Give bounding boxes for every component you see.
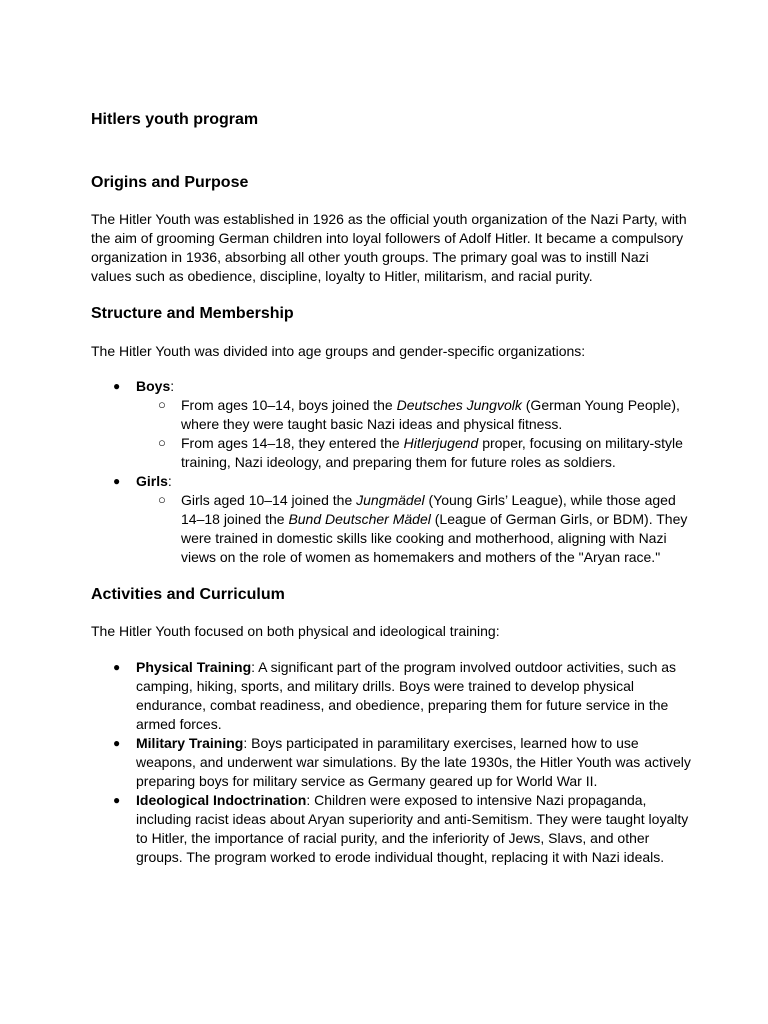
boys-item2-pre: From ages 14–18, they entered the <box>181 435 404 451</box>
military-training-label: Military Training <box>136 735 244 751</box>
boys-colon: : <box>170 378 175 394</box>
physical-training-label: Physical Training <box>136 659 252 675</box>
boys-item1-post: (German Young People), where they were taught basic Nazi ideas and physical fitness. <box>181 397 680 432</box>
deutsches-jungvolk-term: Deutsches Jungvolk <box>396 397 522 413</box>
jungmadel-term: Jungmädel <box>356 492 425 508</box>
bullet-icon: ● <box>113 660 121 674</box>
list-item-girls <box>91 472 691 491</box>
bullet-icon: ● <box>113 474 121 488</box>
boys-label: Boys <box>136 378 171 394</box>
girls-colon: : <box>167 473 172 489</box>
activities-list <box>91 658 691 867</box>
paragraph-activities-intro: The Hitler Youth focused on both physical and ideological training: <box>91 623 500 639</box>
military-training-text: : Boys participated in paramilitary exercises, learned how to use weapons, and underwent war simulations. By the late 1930s, the Hitler Youth was actively preparing boys for military service as Germany geared up for World War II. <box>136 735 691 789</box>
document-body <box>91 108 691 867</box>
bdm-term: Bund Deutscher Mädel <box>288 511 431 527</box>
list-subitem-boys-1 <box>91 396 691 434</box>
heading-origins: Origins and Purpose <box>91 174 249 191</box>
heading-structure: Structure and Membership <box>91 305 294 322</box>
girls-label: Girls <box>136 473 168 489</box>
heading-activities: Activities and Curriculum <box>91 586 285 603</box>
circle-bullet-icon: ○ <box>158 435 166 450</box>
paragraph-structure-intro: The Hitler Youth was divided into age groups and gender-specific organizations: <box>91 343 586 359</box>
membership-list <box>91 377 691 567</box>
list-item-boys <box>91 377 691 396</box>
ideological-indoctrination-label: Ideological Indoctrination <box>136 792 307 808</box>
bullet-icon: ● <box>113 379 121 393</box>
bullet-icon: ● <box>113 736 121 750</box>
list-subitem-girls-1 <box>91 491 691 567</box>
ideological-indoctrination-text: : Children were exposed to intensive Nazi propaganda, including racist ideas about Aryan superiority and anti-Semitism. They were taught loyalty to Hitler, the importance of racial purity, and the inferiority of Jews, Slavs, and other groups. The program worked to erode individual thought, replacing it with Nazi ideals. <box>136 792 689 865</box>
list-item-military-training <box>91 734 691 791</box>
list-item-physical-training <box>91 658 691 734</box>
physical-training-text: : A significant part of the program involved outdoor activities, such as camping, hiking, sports, and military drills. Boys were trained to develop physical endurance, combat readiness, and obedience, preparing them for future service in the armed forces. <box>136 659 677 732</box>
document-title: Hitlers youth program <box>91 111 259 128</box>
circle-bullet-icon: ○ <box>158 492 166 507</box>
girls-item1-pre: Girls aged 10–14 joined the <box>181 492 357 508</box>
girls-item1-post: (League of German Girls, or BDM). They were trained in domestic skills like cooking and motherhood, aligning with Nazi views on the role of women as homemakers and mothers of the "Aryan race." <box>181 511 688 565</box>
list-subitem-boys-2 <box>91 434 691 472</box>
paragraph-origins: The Hitler Youth was established in 1926 as the official youth organization of the Nazi Party, with the aim of grooming German children into loyal followers of Adolf Hitler. It became a compulsory organization in 1936, absorbing all other youth groups. The primary goal was to instill Nazi values such as obedience, discipline, loyalty to Hitler, militarism, and racial purity. <box>91 211 687 284</box>
circle-bullet-icon: ○ <box>158 397 166 412</box>
hitlerjugend-term: Hitlerjugend <box>403 435 479 451</box>
list-item-ideological-indoctrination <box>91 791 691 867</box>
boys-item2-post: proper, focusing on military-style training, Nazi ideology, and preparing them for future roles as soldiers. <box>181 435 683 470</box>
girls-item1-mid: (Young Girls’ League), while those aged 14–18 joined the <box>181 492 676 527</box>
bullet-icon: ● <box>113 793 121 807</box>
boys-item1-pre: From ages 10–14, boys joined the <box>181 397 397 413</box>
